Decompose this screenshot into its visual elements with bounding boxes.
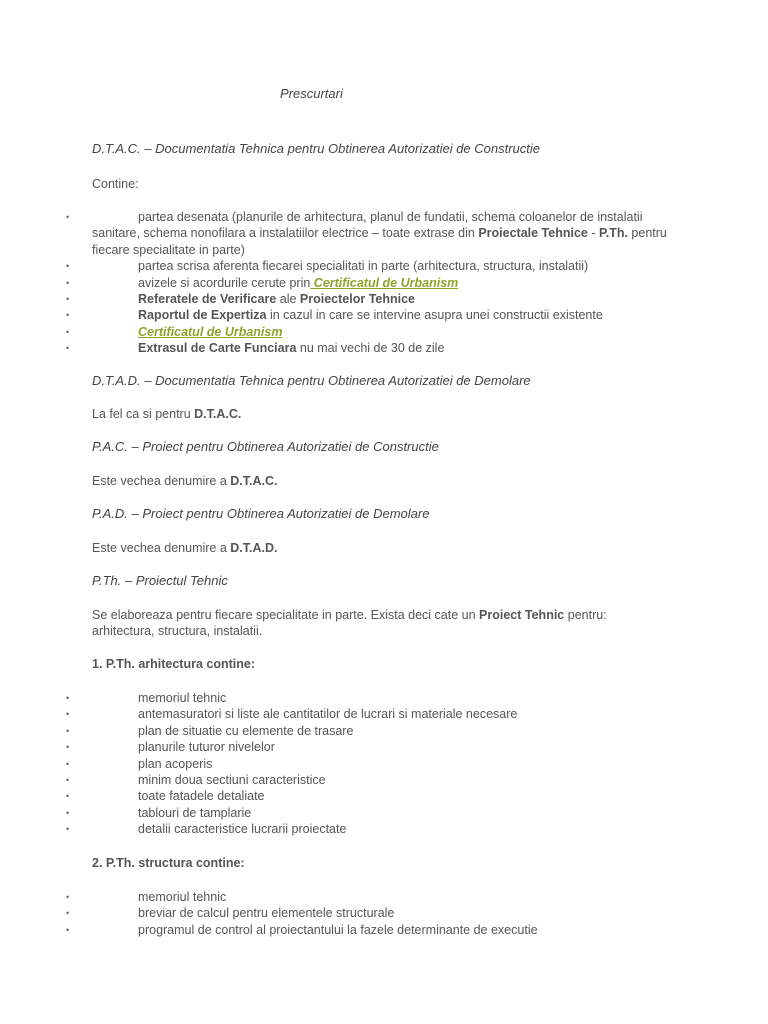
pac-text: Este vechea denumire a D.T.A.C. (92, 474, 278, 488)
list-item: • Referatele de Verificare ale Proiectelor Tehnice (66, 292, 416, 307)
list-item (0, 739, 700, 755)
page-title: Prescurtari (280, 86, 343, 101)
heading-dtac: D.T.A.C. – Documentatia Tehnica pentru Obtinerea Autorizatiei de Constructie (92, 141, 541, 156)
bullet: • (66, 693, 70, 703)
list-item (0, 706, 700, 722)
list-item-text: minim doua sectiuni caracteristice (138, 773, 326, 788)
list-item-text: plan de situatie cu elemente de trasare (138, 723, 354, 738)
list-item (0, 805, 700, 821)
bullet: • (66, 343, 70, 354)
bullet: • (66, 807, 70, 818)
pad-text: Este vechea denumire a D.T.A.D. (92, 541, 278, 555)
certificat-urbanism-link[interactable]: Certificatul de Urbanism (138, 324, 283, 339)
list-item (0, 905, 700, 921)
list-item (0, 788, 700, 804)
list-item: • Raportul de Expertiza in cazul in care se intervine asupra unei constructii existente (66, 308, 603, 323)
bullet: • (66, 791, 70, 802)
pth-text: Se elaboreaza pentru fiecare specialitate in parte. Exista deci cate un Proiect Tehnic pentru: arhitectura, structura, instalatii. (92, 608, 607, 638)
bullet: • (66, 310, 70, 321)
dtac-list (0, 209, 700, 357)
bullet: • (66, 277, 70, 288)
list-item (0, 756, 700, 772)
heading-arhitectura: 1. P.Th. arhitectura contine: (92, 657, 256, 671)
bullet: • (66, 892, 70, 902)
bullet: • (66, 742, 70, 753)
bullet: • (66, 924, 70, 935)
contine-label: Contine: (92, 177, 139, 191)
list-item-text: toate fatadele detaliate (138, 789, 265, 804)
heading-pac: P.A.C. – Proiect pentru Obtinerea Autorizatiei de Constructie (92, 439, 439, 454)
list-item (0, 889, 700, 905)
certificat-urbanism-link[interactable]: Certificatul de Urbanism (310, 275, 459, 290)
bullet: • (66, 775, 70, 786)
heading-pth: P.Th. – Proiectul Tehnic (92, 573, 228, 588)
arhitectura-list (0, 690, 700, 838)
list-item (0, 324, 700, 340)
heading-structura: 2. P.Th. structura contine: (92, 856, 245, 870)
dtad-text: La fel ca si pentru D.T.A.C. (92, 407, 242, 421)
bullet: • (66, 294, 70, 305)
list-item-text: plan acoperis (138, 756, 213, 771)
bullet: • (66, 725, 70, 736)
list-item: • partea desenata (planurile de arhitectura, planul de fundatii, schema coloanelor de instalatii sanitare, schema nonofilara a instalatiilor electrice – toate extrase din Proiectale Tehnice - P.Th. pentru fiecare specialitate in parte) (66, 210, 667, 257)
list-item-text: detalii caracteristice lucrarii proiectate (138, 822, 347, 837)
heading-dtad: D.T.A.D. – Documentatia Tehnica pentru Obtinerea Autorizatiei de Demolare (92, 373, 531, 388)
bullet: • (66, 908, 70, 919)
bullet: • (66, 824, 70, 835)
list-item: • avizele si acordurile cerute prin Certificatul de Urbanism (66, 275, 459, 290)
bullet: • (66, 261, 70, 272)
list-item (0, 723, 700, 739)
list-item-text: breviar de calcul pentru elementele structurale (138, 906, 395, 921)
bullet: • (66, 709, 70, 720)
structura-list (0, 889, 700, 938)
list-item-text: planurile tuturor nivelelor (138, 740, 275, 755)
list-item-text: antemasuratori si liste ale cantitatilor de lucrari si materiale necesare (138, 707, 518, 722)
list-item (0, 821, 700, 837)
list-item-text: tablouri de tamplarie (138, 805, 252, 820)
list-item (0, 772, 700, 788)
list-item-text: programul de control al proiectantului la fazele determinante de executie (138, 922, 538, 937)
bullet: • (66, 326, 70, 337)
list-item-text: memoriul tehnic (138, 691, 227, 705)
list-item: • partea scrisa aferenta fiecarei specialitati in parte (arhitectura, structura, instalatii) (66, 259, 589, 274)
list-item-text: memoriul tehnic (138, 890, 227, 904)
heading-pad: P.A.D. – Proiect pentru Obtinerea Autorizatiei de Demolare (92, 506, 430, 521)
list-item: • Extrasul de Carte Funciara nu mai vechi de 30 de zile (66, 341, 445, 356)
bullet: • (66, 758, 70, 769)
list-item (0, 690, 700, 706)
list-item (0, 922, 700, 938)
bullet: • (66, 212, 70, 222)
